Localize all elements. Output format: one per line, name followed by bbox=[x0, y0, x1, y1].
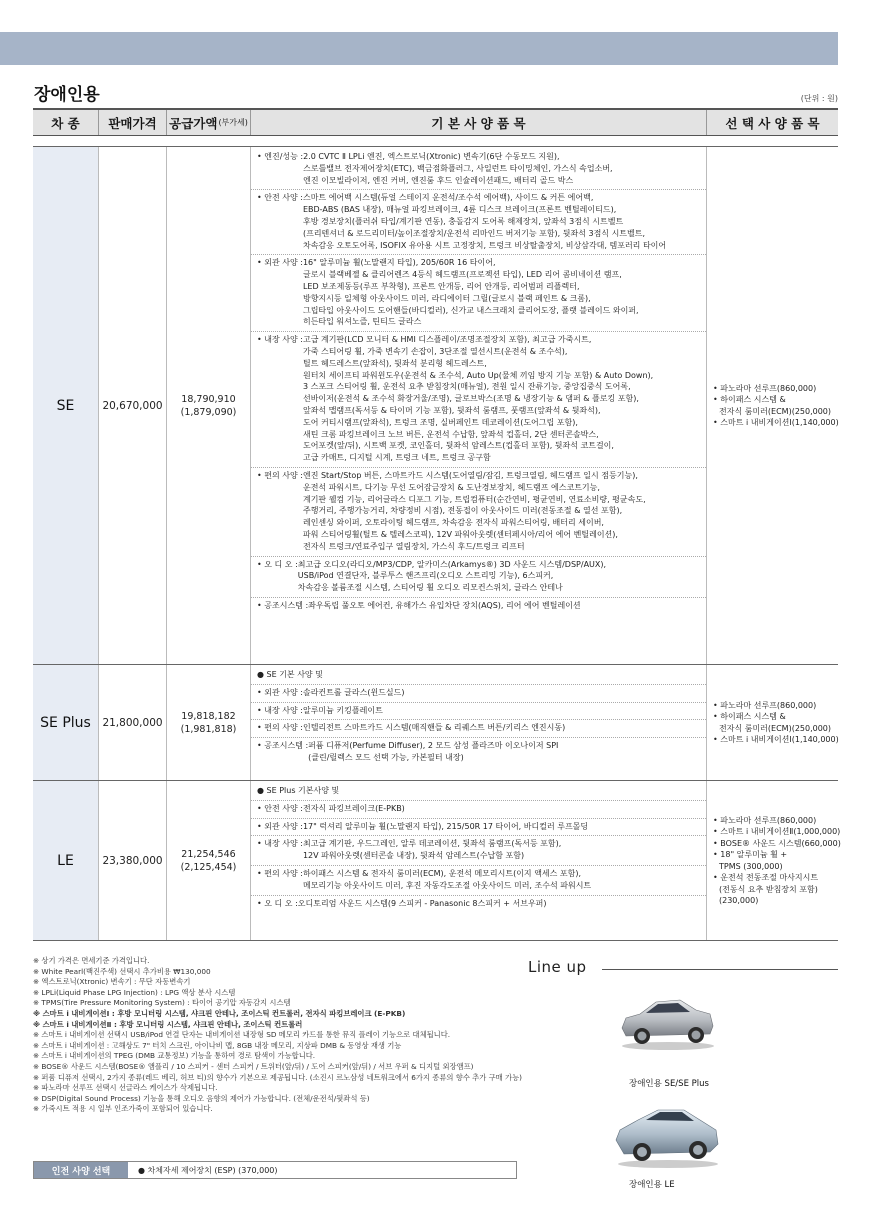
spec-section bbox=[251, 149, 706, 190]
table-body bbox=[33, 146, 841, 941]
car-image-le bbox=[612, 1090, 722, 1174]
spec-label: • 안전 사양 : bbox=[257, 193, 303, 203]
spec-text bbox=[308, 740, 702, 764]
spec-text bbox=[303, 470, 702, 553]
spec-line: 2.0 CVTC Ⅱ LPLi 엔진, 엑스트로닉(Xtronic) 변속기(6단 수동모드 지원), bbox=[303, 152, 560, 161]
spec-section bbox=[251, 598, 706, 615]
spec-section bbox=[251, 667, 706, 685]
option-item: • 운전석 전동조절 마사지시트 bbox=[713, 873, 819, 882]
footnote-line: ※ TPMS(Tire Pressure Monitoring System) : 타이어 공기압 자동감지 시스템 bbox=[33, 998, 291, 1008]
spec-line: USB/iPod 연결단자, 블루투스 핸즈프리(오디오 스트리밍 기능), 6스피커, bbox=[297, 571, 554, 581]
spec-line: 원터치 세이프티 파워윈도우(운전석 & 조수석, Auto Up(물체 끼임 방지 기능 포함) & Auto Down), bbox=[302, 370, 654, 380]
spec-text bbox=[298, 898, 702, 910]
spec-line: 도어 커티시램프(앞좌석), 트렁크 조명, 실버페인트 데코레이션(도어그립 포함), bbox=[302, 417, 578, 427]
spec-label: • 오 디 오 : bbox=[257, 559, 298, 569]
model-name: SE bbox=[33, 147, 99, 664]
option-item: (전동식 요추 받침장치 포함) bbox=[719, 884, 818, 894]
spec-line: LED 보조제동등(루프 부착형), 프론트 안개등, 리어 안개등, 리어범퍼 리플렉터, bbox=[302, 281, 580, 291]
sale-price: 20,670,000 bbox=[99, 147, 167, 664]
spec-line: 히든타입 워셔노즐, 틴티드 글라스 bbox=[302, 317, 422, 327]
spec-section bbox=[251, 738, 706, 767]
footnote-line: ※ DSP(Digital Sound Process) 기능을 통해 오디오 음향의 제어가 가능합니다. (전체/운전석/뒷좌석 등) bbox=[33, 1093, 370, 1103]
spec-line: 파워 스티어링휠(틸트 & 텔레스코픽), 12V 파워아웃렛(센터페시아/리어 에어 벤틸레이션), bbox=[302, 529, 618, 539]
spec-section bbox=[251, 783, 706, 801]
footnote-line: ※ 스마트 i 내비게이션의 TPEG (DMB 교통정보) 기능을 통하여 경로 탐색이 가능합니다. bbox=[33, 1051, 316, 1061]
supply-value: 19,818,182 bbox=[181, 710, 236, 722]
header-standard: 기 본 사 양 품 목 bbox=[251, 110, 707, 135]
spec-line: 엔진 Start/Stop 버튼, 스마트카드 시스템(도어열림/잠김, 트렁크열림, 헤드램프 일시 점등기능), bbox=[302, 470, 638, 480]
spec-section bbox=[251, 468, 706, 557]
footnote-line: ※ 엑스트로닉(Xtronic) 변속기 : 무단 자동변속기 bbox=[33, 977, 191, 987]
header-options: 선 택 사 양 품 목 bbox=[725, 115, 820, 131]
spec-line: 고급 카매트, 디지털 시계, 트렁크 네트, 트렁크 공구함 bbox=[302, 453, 491, 463]
footnote-line: ※ 스마트 i 내비게이션 : 고해상도 7" 터치 스크린, 아이나비 맵, 8GB 내장 메모리, 지상파 DMB & 동영상 재생 기능 bbox=[33, 1040, 402, 1050]
footnote-line: ※ 스마트 i 내비게이션 선택시 USB/iPod 연결 단자는 내비게이션 내장형 SD 메모리 카드를 통한 뮤직 플레이 기능으로 대체됩니다. bbox=[33, 1030, 451, 1040]
spec-line: 선바이저(운전석 & 조수석 화장거울/조명), 글로브박스(조명 & 냉장기능 & 댐퍼 & 플로킹 포함), bbox=[302, 394, 639, 404]
lineup-title: Line up bbox=[528, 958, 587, 976]
option-item: • BOSE® 사운드 시스템(660,000) bbox=[713, 838, 841, 848]
option-item: • 스마트 i 내비게이션Ⅰ(1,140,000) bbox=[713, 418, 839, 427]
lineup-rule bbox=[602, 969, 838, 970]
spec-section bbox=[251, 255, 706, 332]
spec-line: EBD-ABS (BAS 내장), 매뉴얼 파킹브레이크, 4륜 디스크 브레이크(프론트 벤틸레이티드), bbox=[302, 205, 617, 215]
spec-line: 글로시 블랙베젤 & 클리어렌즈 4등식 헤드램프(프로젝션 타입), LED 리어 콤비네이션 램프, bbox=[302, 270, 622, 280]
spec-section bbox=[251, 819, 706, 837]
table-row bbox=[33, 781, 841, 941]
footnote-line: ※ 파노라마 선루프 선택시 선글라스 케이스가 삭제됩니다. bbox=[33, 1083, 218, 1093]
footnote-line: ※ LPLi(Liquid Phase LPG Injection) : LPG 액상 분사 시스템 bbox=[33, 987, 236, 997]
footnote-line: ※ 가죽시트 적용 시 일부 인조가죽이 포함되어 있습니다. bbox=[33, 1104, 213, 1114]
spec-text bbox=[303, 705, 702, 717]
spec-line: 방향지시등 일체형 아웃사이드 미러, 라디에이터 그릴(글로시 블랙 페인트 & 크롬), bbox=[302, 293, 591, 303]
vat-value: (1,879,090) bbox=[180, 406, 237, 418]
model-name: LE bbox=[33, 781, 99, 940]
car-caption-se: 장애인용 SE/SE Plus bbox=[629, 1079, 709, 1089]
spec-line: (프리텐셔너 & 로드리미터/높이조절장치/운전석 리마인드 버저기능 포함), 뒷좌석 3점식 시트벨트, bbox=[302, 228, 646, 238]
footnote-line: ※ 스마트 i 내비게이션Ⅰ : 후방 모니터링 시스템, 샤크핀 안테나, 조이스틱 컨트롤러, 전자식 파킹브레이크 (E-PKB) bbox=[33, 1008, 406, 1018]
price-table bbox=[33, 108, 841, 941]
spec-section bbox=[251, 866, 706, 896]
spec-line: 후방 경보장치(플러쉬 타입/계기판 연동), 충돌감지 도어록 해제장치, 앞좌석 3점식 시트벨트 bbox=[302, 216, 624, 226]
unit-label: (단위 : 원) bbox=[800, 94, 838, 103]
header-model: 차 종 bbox=[33, 110, 99, 135]
spec-text bbox=[303, 803, 702, 815]
spec-line: 틸트 헤드레스트(앞좌석), 뒷좌석 분리형 헤드레스트, bbox=[302, 358, 487, 368]
footnote-line: ※ 퍼퓸 디퓨저 선택시, 2가지 종류(레드 베리, 허브 티)의 향수가 기본으로 제공됩니다. (소진시 르노삼성 네트워크에서 6가지 종류의 향수 추가 구매 가능) bbox=[33, 1072, 522, 1082]
spec-line: 스로틀밸브 전자제어장치(ETC), 백금점화플러그, 사일런트 타이밍체인, 가스식 속업소버, bbox=[303, 163, 613, 173]
option-list bbox=[707, 665, 838, 780]
supply-price bbox=[167, 781, 251, 940]
spec-label: • 내장 사양 : bbox=[257, 839, 303, 849]
spec-text bbox=[303, 868, 702, 892]
spec-section bbox=[251, 685, 706, 703]
header-supply-label: 공급가액 bbox=[169, 115, 218, 131]
model-name: SE Plus bbox=[33, 665, 99, 780]
footnotes bbox=[33, 956, 553, 1115]
spec-line: 고급 계기판(LCD 모니터 & HMI 디스플레이/조명조절장치 포함), 최고급 가죽시트, bbox=[302, 335, 592, 345]
standard-spec-list bbox=[251, 781, 707, 940]
option-item: 전자식 룸미러(ECM)(250,000) bbox=[719, 406, 832, 416]
spec-label: • 편의 사양 : bbox=[257, 723, 303, 733]
footnote-line: ※ BOSE® 사운드 시스템(BOSE® 앰플리 / 10 스피커 - 센터 스피커 / 트위터(앞/뒤) / 도어 스피커(앞/뒤) / 서브 우퍼 & 디지털 외장앰프) bbox=[33, 1061, 474, 1071]
spec-label: • 외관 사양 : bbox=[257, 687, 303, 697]
spec-line: 알루미늄 키킹플레이트 bbox=[302, 705, 383, 715]
spec-section bbox=[251, 190, 706, 255]
table-header bbox=[33, 108, 838, 136]
spec-line: 퍼퓸 디퓨저(Perfume Diffuser), 2 모드 삼성 플라즈마 이오나이저 SPI bbox=[308, 741, 559, 751]
spec-section bbox=[251, 836, 706, 866]
spec-line: 최고급 계기판, 우드그레인, 알루 데코레이션, 뒷좌석 룸램프(독서등 포함), bbox=[302, 839, 562, 849]
spec-label: • 엔진/성능 : bbox=[257, 152, 304, 161]
spec-section bbox=[251, 703, 706, 721]
spec-label: • 편의 사양 : bbox=[257, 470, 303, 480]
spec-line: 솔라컨트롤 글라스(윈드실드) bbox=[302, 687, 405, 697]
safety-label: 인전 사양 선택 bbox=[34, 1162, 128, 1178]
spec-line: 전자식 파킹브레이크(E-PKB) bbox=[302, 803, 405, 813]
spec-label: • 안전 사양 : bbox=[257, 803, 303, 813]
spec-text bbox=[298, 559, 702, 594]
spec-line: 전자식 트렁크/연료주입구 열림장치, 가스식 후드/트렁크 리프터 bbox=[302, 541, 525, 551]
option-item: TPMS (300,000) bbox=[719, 861, 783, 871]
top-color-band bbox=[0, 32, 838, 65]
footnote-line: ※ 스마트 i 내비게이션Ⅱ : 후방 모니터링 시스템, 샤크핀 안테나, 조이스틱 컨트롤러 bbox=[33, 1019, 303, 1029]
car-image-se bbox=[616, 982, 716, 1056]
spec-line: 16" 알루미늄 휠(노말랜지 타입), 205/60R 16 타이어, bbox=[302, 258, 496, 268]
option-item: (230,000) bbox=[719, 896, 759, 905]
spec-text bbox=[303, 192, 702, 251]
spec-line: 12V 파워아웃렛(센터콘솔 내장), 뒷좌석 암레스트(수납함 포함) bbox=[302, 851, 525, 861]
spec-line: 차속감응 볼륨조절 시스템, 스티어링 휠 오디오 리모컨스위치, 글라스 안테나 bbox=[297, 583, 563, 593]
car-caption-le: 장애인용 LE bbox=[629, 1180, 675, 1190]
spec-label: • 오 디 오 : bbox=[257, 898, 298, 908]
option-item: • 하이패스 시스템 & bbox=[713, 395, 786, 404]
spec-text bbox=[339, 785, 702, 797]
spec-text bbox=[303, 334, 702, 464]
safety-value: ● 차체자세 제어장치 (ESP) (370,000) bbox=[138, 1165, 278, 1175]
page-title: 장애인용 bbox=[34, 85, 100, 105]
spec-text bbox=[303, 838, 702, 862]
spec-line: 앞좌석 맵램프(독서등 & 타이머 기능 포함), 뒷좌석 룸램프, 풋램프(앞좌석 & 뒷좌석), bbox=[302, 405, 601, 415]
vat-value: (1,981,818) bbox=[180, 723, 237, 735]
option-item: • 파노라마 선루프(860,000) bbox=[713, 815, 817, 825]
spec-section bbox=[251, 557, 706, 598]
sale-price: 21,800,000 bbox=[99, 665, 167, 780]
option-item: • 스마트 i 내비게이션Ⅱ(1,000,000) bbox=[713, 827, 841, 836]
spec-line: 인텔리전트 스마트카드 시스템(매직핸들 & 리퀘스트 버튼/키리스 엔진시동) bbox=[302, 723, 566, 733]
spec-section bbox=[251, 896, 706, 913]
option-list bbox=[707, 781, 841, 940]
spec-label: • 내장 사양 : bbox=[257, 705, 303, 715]
spec-line: 오디토리엄 사운드 시스템(9 스피커 - Panasonic 8스피커 + 서브우퍼) bbox=[297, 898, 547, 908]
spec-label: • 공조시스템 : bbox=[257, 600, 309, 610]
spec-line: 메모리기능 아웃사이드 미러, 후진 자동각도조절 아웃사이드 미러, 조수석 파워시트 bbox=[302, 880, 592, 890]
header-supply bbox=[167, 110, 251, 135]
spec-text bbox=[303, 687, 702, 699]
spec-line: 좌우독립 풀오토 에어컨, 유해가스 유입차단 장치(AQS), 리어 에어 벤틸레이션 bbox=[308, 600, 581, 610]
standard-spec-list bbox=[251, 147, 707, 664]
option-item: • 18" 알루미늄 휠 + bbox=[713, 850, 788, 859]
spec-line: 하이패스 시스템 & 전자식 룸미러(ECM), 운전석 메모리시트(이지 액세스 포함), bbox=[302, 868, 582, 878]
spec-label: ● SE Plus 기본사양 및 bbox=[257, 786, 340, 795]
spec-line: 차속감응 오토도어록, ISOFIX 유아용 시트 고정장치, 트렁크 비상탈출장치, 비상삼각대, 템포러리 타이어 bbox=[302, 240, 667, 250]
sale-price: 23,380,000 bbox=[99, 781, 167, 940]
spec-label: • 내장 사양 : bbox=[257, 335, 303, 345]
standard-spec-list bbox=[251, 665, 707, 780]
spec-line: 도어포켓(앞/뒤), 시트백 포켓, 코인홀더, 뒷좌석 암레스트(컵홀더 포함), 뒷좌석 코트걸이, bbox=[302, 441, 614, 451]
supply-value: 21,254,546 bbox=[181, 848, 236, 860]
spec-label: • 공조시스템 : bbox=[257, 741, 309, 751]
spec-label: • 외관 사양 : bbox=[257, 821, 303, 831]
option-item: • 파노라마 선루프(860,000) bbox=[713, 700, 817, 710]
spec-line: (클린/릴렉스 모드 선택 가능, 카본필터 내장) bbox=[308, 752, 464, 762]
spec-line: 새틴 크롬 파킹브레이크 노브 버튼, 운전석 수납함, 앞좌석 컵홀더, 2단 센터콘솔박스, bbox=[302, 429, 599, 439]
footnote-line: ※ White Pearl(백진주색) 선택시 추가비용 ₩130,000 bbox=[33, 966, 211, 976]
spec-line: 주행거리, 주행가능거리, 차량정비 시점), 전동접이 아웃사이드 미러(전동조절 & 열선 포함), bbox=[302, 506, 623, 516]
spec-line: 최고급 오디오(라디오/MP3/CDP, 알카미스(Arkamys®) 3D 사운드 시스템/DSP/AUX), bbox=[297, 559, 607, 569]
supply-price bbox=[167, 665, 251, 780]
spec-label: • 외관 사양 : bbox=[257, 258, 303, 268]
spec-section bbox=[251, 801, 706, 819]
spec-label: • 편의 사양 : bbox=[257, 868, 303, 878]
spec-line: 그립타입 아웃사이드 도어핸들(바디컬러), 신가교 내스크래치 클리어도장, 플랫 블레이드 와이퍼, bbox=[302, 305, 639, 315]
footnote-line: ※ 상기 가격은 면세기준 가격입니다. bbox=[33, 956, 150, 965]
spec-line: 17" 럭셔리 알루미늄 휠(노말랜지 타입), 215/50R 17 타이어, 바디컬러 루프몰딩 bbox=[302, 821, 589, 831]
spec-text bbox=[303, 151, 702, 186]
spec-text bbox=[303, 722, 702, 734]
header-supply-vat: (부가세) bbox=[218, 118, 248, 127]
spec-text bbox=[303, 821, 702, 833]
safety-option-box bbox=[33, 1161, 517, 1179]
spec-line: 가죽 스티어링 휠, 가죽 변속기 손잡이, 3단조절 열선시트(운전석 & 조수석), bbox=[302, 346, 568, 356]
header-price: 판매가격 bbox=[99, 110, 167, 135]
spec-line: 엔진 이모빌라이저, 엔진 커버, 엔진룸 후드 인슐레이션패드, 배터리 골드 박스 bbox=[303, 175, 574, 185]
option-item: 전자식 룸미러(ECM)(250,000) bbox=[719, 723, 832, 733]
spec-text bbox=[303, 257, 702, 328]
spec-text bbox=[323, 669, 702, 681]
table-row bbox=[33, 665, 838, 781]
spec-section bbox=[251, 720, 706, 738]
spec-line: 계기판 웰컴 기능, 리어글라스 디포그 기능, 트립컴퓨터(순간연비, 평균연비, 연료소비량, 평균속도, bbox=[302, 494, 646, 504]
spec-line: 3 스포크 스티어링 휠, 운전석 요추 받침장치(매뉴얼), 전원 일시 잔류기능, 중앙집중식 도어록, bbox=[302, 382, 631, 392]
option-item: • 스마트 i 내비게이션Ⅰ(1,140,000) bbox=[713, 735, 839, 744]
spec-line: 운전석 파워시트, 다기능 무선 도어잠금장치 & 도난경보장치, 헤드램프 에스코트기능, bbox=[302, 482, 600, 492]
spec-text bbox=[308, 600, 702, 612]
spec-line: 스마트 에어백 시스템(듀얼 스테이지 운전석/조수석 에어백), 사이드 & 커튼 에어백, bbox=[302, 193, 594, 203]
option-list bbox=[707, 147, 838, 664]
option-item: • 파노라마 선루프(860,000) bbox=[713, 383, 817, 393]
supply-value: 18,790,910 bbox=[181, 393, 236, 405]
spec-section bbox=[251, 332, 706, 468]
spec-line: 레인센싱 와이퍼, 오토라이팅 헤드램프, 차속감응 전자식 파워스티어링, 배터리 세이버, bbox=[302, 518, 604, 528]
spec-label: ● SE 기본 사양 및 bbox=[257, 670, 323, 679]
table-row bbox=[33, 146, 838, 665]
supply-price bbox=[167, 147, 251, 664]
option-item: • 하이패스 시스템 & bbox=[713, 712, 786, 721]
vat-value: (2,125,454) bbox=[180, 861, 237, 873]
